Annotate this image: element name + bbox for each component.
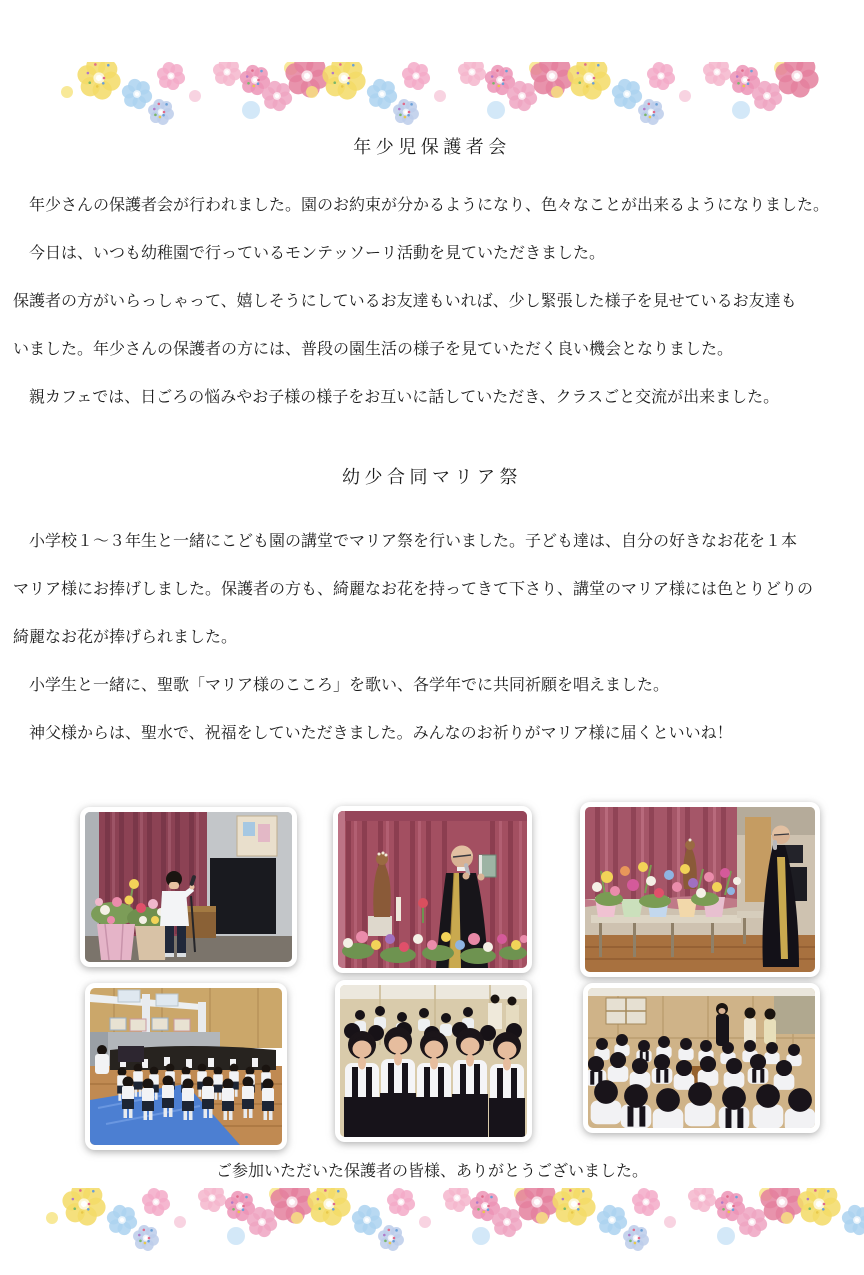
body-line: 年少さんの保護者会が行われました。園のお約束が分かるようになり、色々なことが出来るようになりました。 bbox=[13, 197, 830, 214]
body-line: 小学生と一緒に、聖歌「マリア様のこころ」を歌い、各学年でに共同祈願を唱えました。 bbox=[13, 677, 670, 694]
flower-icon bbox=[307, 1188, 350, 1226]
flower-icon bbox=[322, 62, 365, 100]
body-line: 保護者の方がいらっしゃって、嬉しそうにしているお友達もいれば、少し緊張した様子を見せているお友達も bbox=[13, 293, 797, 310]
flower-icon bbox=[62, 1188, 105, 1226]
flower-icon bbox=[458, 62, 486, 86]
flower-icon bbox=[597, 1205, 627, 1235]
dot-icon bbox=[189, 90, 201, 102]
body-line: 神父様からは、聖水で、祝福をしていただきました。みんなのお祈りがマリア様に届くといいね！ bbox=[13, 725, 733, 742]
photo-children-standing-image bbox=[90, 988, 282, 1145]
flower-icon bbox=[638, 99, 664, 125]
dot-icon bbox=[227, 1227, 245, 1245]
flower-border-cluster bbox=[775, 1188, 864, 1260]
body-line: マリア様にお捧げしました。保護者の方も、綺麗なお花を持ってきて下さり、講堂のマリア様には色とりどりの bbox=[13, 581, 814, 598]
photo-flower-table bbox=[580, 802, 820, 977]
dot-icon bbox=[434, 90, 446, 102]
flower-icon bbox=[367, 79, 397, 109]
body-line: 小学校１～３年生と一緒にこども園の講堂でマリア祭を行いました。子ども達は、自分の好きなお花を１本 bbox=[13, 533, 798, 550]
flower-icon bbox=[632, 1188, 660, 1216]
body-line: 今日は、いつも幼稚園で行っているモンテッソーリ活動を見ていただきました。 bbox=[13, 245, 606, 262]
photo-children-seated bbox=[583, 983, 820, 1133]
dot-icon bbox=[732, 101, 750, 119]
dot-icon bbox=[664, 1216, 676, 1228]
dot-icon bbox=[291, 1212, 303, 1224]
section-title-parents-meeting: 年少児保護者会 bbox=[353, 137, 511, 157]
flower-icon bbox=[213, 62, 241, 86]
dot-icon bbox=[487, 101, 505, 119]
dot-icon bbox=[61, 86, 73, 98]
photo-children-praying-image bbox=[340, 985, 527, 1137]
flower-icon bbox=[157, 62, 185, 90]
dot-icon bbox=[46, 1212, 58, 1224]
flower-icon bbox=[552, 1188, 595, 1226]
flower-icon bbox=[77, 62, 120, 100]
flower-icon bbox=[612, 79, 642, 109]
flower-icon bbox=[775, 62, 818, 98]
photo-priest-blessing bbox=[333, 806, 532, 973]
flower-icon bbox=[148, 99, 174, 125]
flower-icon bbox=[443, 1188, 471, 1212]
flower-icon bbox=[107, 1205, 137, 1235]
body-line: 親カフェでは、日ごろの悩みやお子様の様子をお互いに話していただき、クラスごと交流が出来ました。 bbox=[13, 389, 780, 406]
dot-icon bbox=[472, 1227, 490, 1245]
flower-icon bbox=[567, 62, 610, 100]
section-title-maria-festival: 幼少合同マリア祭 bbox=[342, 467, 522, 487]
flower-icon bbox=[797, 1188, 840, 1226]
dot-icon bbox=[306, 86, 318, 98]
flower-icon bbox=[688, 1188, 716, 1212]
dot-icon bbox=[242, 101, 260, 119]
flower-icon bbox=[378, 1225, 404, 1251]
flower-icon bbox=[352, 1205, 382, 1235]
body-line: いました。年少さんの保護者の方には、普段の園生活の様子を見ていただく良い機会となりました。 bbox=[13, 341, 734, 358]
flower-icon bbox=[623, 1225, 649, 1251]
photo-children-praying bbox=[335, 980, 532, 1142]
photo-boy-speech bbox=[80, 807, 297, 967]
dot-icon bbox=[679, 90, 691, 102]
dot-icon bbox=[717, 1227, 735, 1245]
body-line: 綺麗なお花が捧げられました。 bbox=[13, 629, 238, 646]
dot-icon bbox=[551, 86, 563, 98]
flower-icon bbox=[387, 1188, 415, 1216]
photo-flower-table-image bbox=[585, 807, 815, 972]
flower-icon bbox=[393, 99, 419, 125]
dot-icon bbox=[536, 1212, 548, 1224]
photo-children-standing bbox=[85, 983, 287, 1150]
photo-priest-blessing-image bbox=[338, 811, 527, 968]
flower-icon bbox=[647, 62, 675, 90]
dot-icon bbox=[781, 1212, 793, 1224]
flower-icon bbox=[142, 1188, 170, 1216]
flower-border-cluster bbox=[545, 62, 835, 134]
photo-children-seated-image bbox=[588, 988, 815, 1128]
flower-icon bbox=[198, 1188, 226, 1212]
flower-icon bbox=[122, 79, 152, 109]
flower-icon bbox=[402, 62, 430, 90]
closing-message: ご参加いただいた保護者の皆様、ありがとうございました。 bbox=[215, 1163, 648, 1180]
flower-icon bbox=[842, 1205, 864, 1235]
flower-icon bbox=[133, 1225, 159, 1251]
photo-boy-speech-image bbox=[85, 812, 292, 962]
dot-icon bbox=[419, 1216, 431, 1228]
flower-icon bbox=[703, 62, 731, 86]
dot-icon bbox=[174, 1216, 186, 1228]
